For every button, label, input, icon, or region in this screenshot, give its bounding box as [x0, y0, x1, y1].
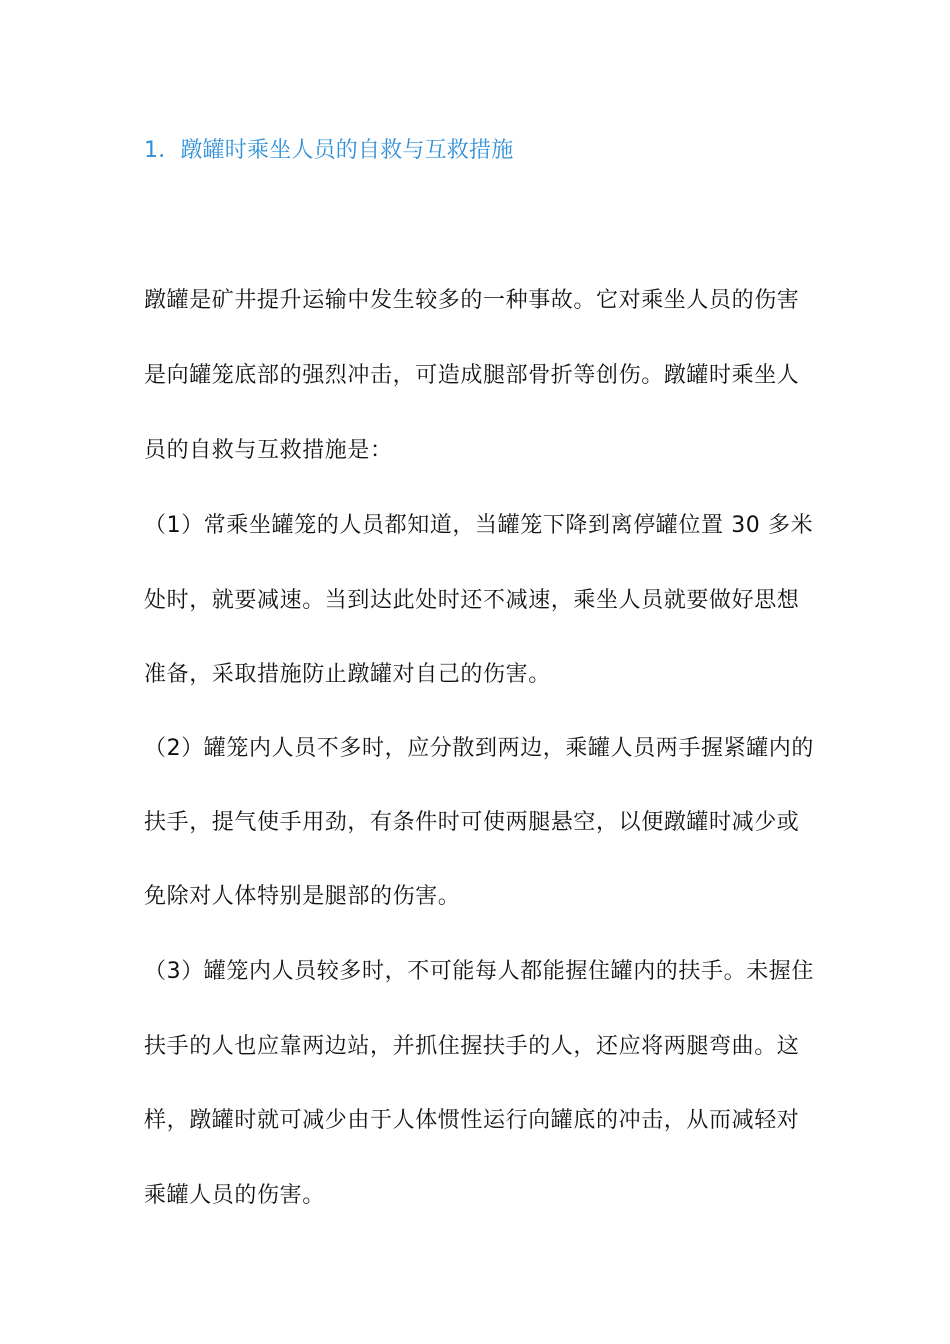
body-line-12: 样，蹾罐时就可减少由于人体惯性运行向罐底的冲击，从而减轻对: [144, 1108, 800, 1133]
body-line-3: 员的自救与互救措施是：: [144, 438, 393, 463]
body-line-6: 准备，采取措施防止蹾罐对自己的伤害。: [144, 662, 551, 687]
body-line-9: 免除对人体特别是腿部的伤害。: [144, 884, 461, 909]
body-line-4: （1）常乘坐罐笼的人员都知道，当罐笼下降到离停罐位置 30 多米: [144, 513, 814, 538]
body-line-2: 是向罐笼底部的强烈冲击，可造成腿部骨折等创伤。蹾罐时乘坐人: [144, 363, 800, 388]
body-line-11: 扶手的人也应靠两边站，并抓住握扶手的人，还应将两腿弯曲。这: [144, 1034, 800, 1059]
body-line-1: 蹾罐是矿井提升运输中发生较多的一种事故。它对乘坐人员的伤害: [144, 288, 800, 313]
body-line-7: （2）罐笼内人员不多时，应分散到两边，乘罐人员两手握紧罐内的: [144, 736, 814, 761]
body-line-8: 扶手，提气使手用劲，有条件时可使两腿悬空，以便蹾罐时减少或: [144, 810, 800, 835]
section-heading: 1．蹾罐时乘坐人员的自救与互救措施: [144, 138, 514, 163]
body-line-13: 乘罐人员的伤害。: [144, 1183, 325, 1208]
body-line-10: （3）罐笼内人员较多时，不可能每人都能握住罐内的扶手。未握住: [144, 959, 814, 984]
body-line-5: 处时，就要减速。当到达此处时还不减速，乘坐人员就要做好思想: [144, 588, 800, 613]
